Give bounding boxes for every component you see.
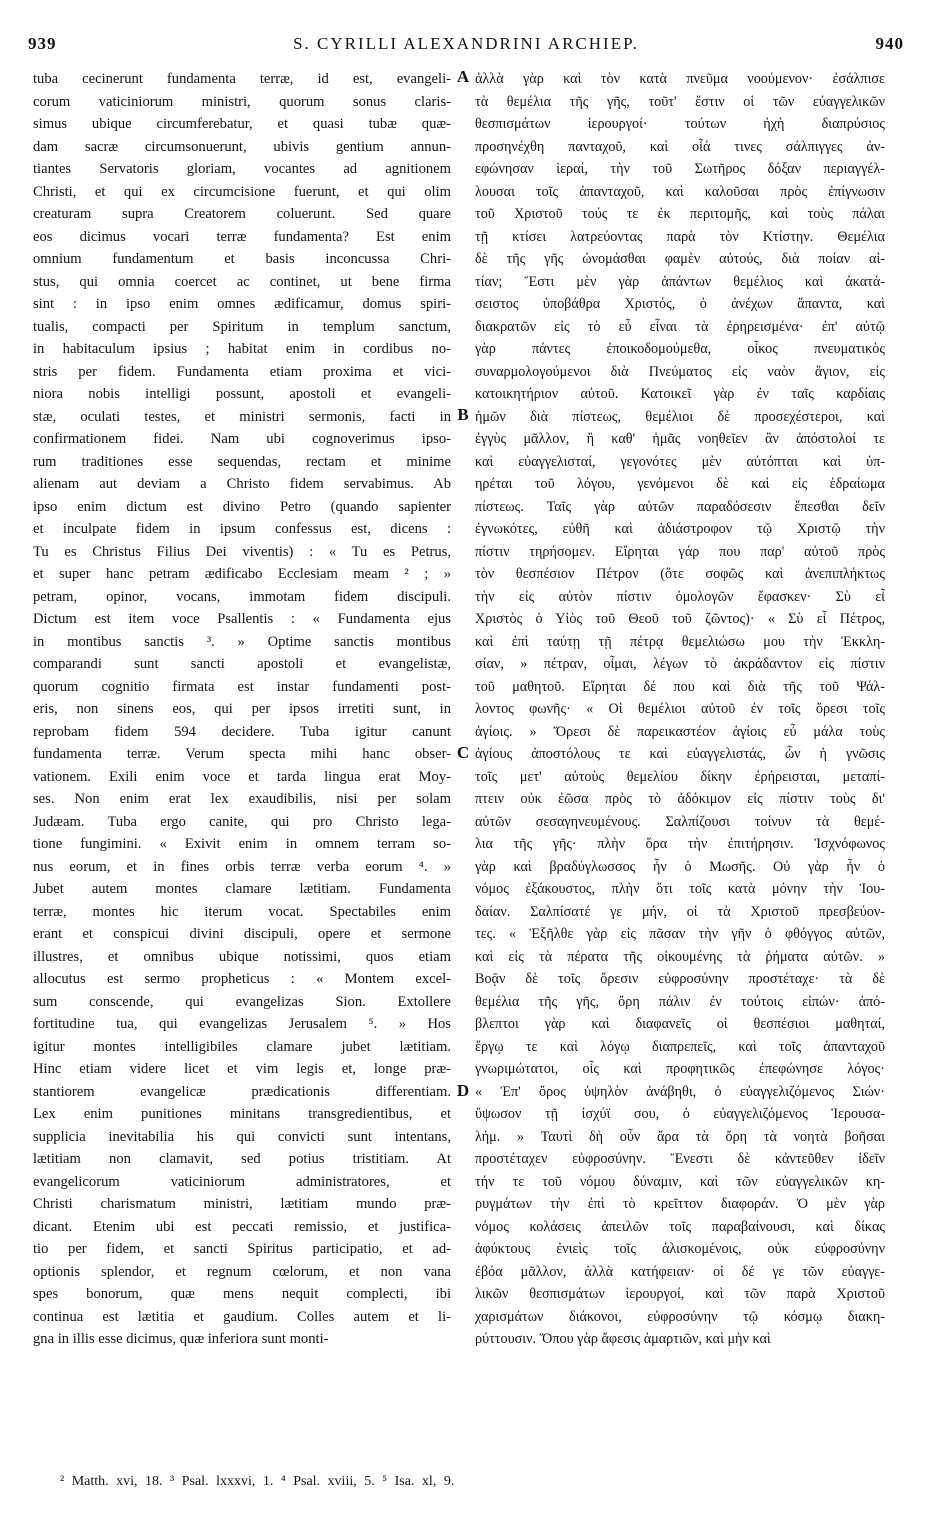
latin-text-line: petram, opinor, vocans, immotam fidem discipuli. — [33, 588, 451, 605]
latin-text-line: stris per fidem. Fundamenta etiam proxima et vici- — [33, 363, 451, 380]
greek-text-line: σειστος ὑποβάθρα Χριστός, ὁ ἀνέχων ἅπαντα, καὶ — [475, 296, 885, 312]
greek-text-line: θεμέλια τῆς γῆς, ὄρη πάλιν ἐν τούτοις εἰπών· ἀπό- — [475, 993, 885, 1010]
greek-text-line: γὰρ καὶ βραδύγλωσσος ἦν ὁ Μωσῆς. Οὐ γὰρ ἦν ὁ — [475, 858, 885, 875]
section-marker-d: D — [456, 1081, 470, 1100]
latin-text-line: dicant. Etenim ubi est peccati remissio, et justifica- — [33, 1218, 451, 1235]
latin-text-line: stæ, oculati testes, et ministri sermonis, facti in — [33, 408, 451, 425]
greek-text-line: ἡμῶν διὰ πίστεως, θεμέλιοι δὲ προσεχέστεροι, καὶ — [475, 408, 885, 425]
latin-text-line: Jubet autem montes clamare lætitiam. Fundamenta — [33, 881, 451, 897]
greek-text-line: ἁγίους ἀποστόλους τε καὶ εὐαγγελιστάς, ὧν ἡ γνῶσις — [475, 746, 885, 762]
latin-text-line: fortitudine tua, qui evangelizas Jerusalem ⁵. » Hos — [33, 1016, 451, 1032]
latin-text-line: supplicia inevitabilia his qui convicti sunt intentans, — [33, 1128, 451, 1145]
latin-text-line: Christi charismatum ministri, lætitiam mundo præ- — [33, 1196, 451, 1212]
latin-text-line: spes bonorum, quæ mens nequit complecti, ibi — [33, 1286, 451, 1302]
greek-text-line: χαρισμάτων διάκονοι, εὐφροσύνην τῷ κόσμῳ διακη- — [475, 1308, 885, 1325]
greek-text-line: ρυγμάτων τὴν ἐπὶ τὸ κρεῖττον διαφοράν. Ὁ μὲν γὰρ — [475, 1196, 885, 1212]
latin-text-line: tuba cecinerunt fundamenta terræ, id est, evangeli- — [33, 71, 451, 87]
greek-text-line: πίστιν τηρήσομεν. Εἴρηται γάρ που παρ' αὐτοῦ πρὸς — [475, 543, 885, 560]
latin-text-line: terræ, montes hic iterum vocat. Spectabiles enim — [33, 903, 451, 920]
latin-text-line: corum vaticiniorum ministri, quorum sonus claris- — [33, 93, 451, 110]
latin-text-line: tualis, compacti per Spiritum in templum sanctum, — [33, 318, 451, 335]
latin-text-line: alienam aut deviam a Christo fidem servabimus. Ab — [33, 476, 451, 492]
latin-text-line: gna in illis esse dicimus, quæ inferiora sunt monti- — [33, 1331, 329, 1347]
latin-text-line: tio per fidem, et sancti Spiritus participatio, et ad- — [33, 1241, 451, 1257]
latin-text-line: ses. Non enim erat lex exaudibilis, nisi per solam — [33, 791, 451, 807]
running-title: S. CYRILLI ALEXANDRINI ARCHIEP. — [293, 34, 639, 53]
latin-text-line: erant et conspicui divini discipuli, opere et sermone — [33, 926, 451, 942]
greek-text-line: ἁγίοις. » Ὄρεσι δὲ παρεικαστέον ἁγίοις εὖ μάλα τοὺς — [475, 723, 885, 740]
greek-text-line: ηρέται τοῦ λόγου, γενόμενοι δὲ καὶ εἰς ἑδραίωμα — [475, 476, 885, 492]
latin-text-line: illustres, et omnibus ubique notissimi, quos etiam — [33, 948, 451, 965]
greek-text-line: δαίαν. Σαλπίσατέ γε μήν, οἱ τὰ Χριστοῦ πρεσβεύον- — [475, 903, 885, 920]
greek-text-line: πίστεως. Ταῖς γὰρ αὐτῶν παραδόσεσιν ἕπεσθαι δεῖν — [475, 498, 885, 515]
greek-text-line: ἀλλὰ γὰρ καὶ τὸν κατὰ πνεῦμα νοούμενον· ἐσάλπισε — [475, 71, 885, 87]
greek-text-line: ἀφύκτους ἐνιεὶς τοῖς ἁλισκομένοις, οὐκ εὐφροσύνην — [475, 1241, 885, 1257]
latin-text-line: allocutus est sermo propheticus : « Montem excel- — [33, 971, 451, 987]
greek-text-line: γνωριμώτατοι, οἷς καὶ προφητικῶς ἐπεφώνησε λόγος· — [475, 1061, 885, 1077]
latin-text-line: Hinc etiam videre licet et vim legis et, longe præ- — [33, 1061, 451, 1077]
greek-text-line: λικῶν θεσπισμάτων ἱερουργοί, καὶ τῶν παρὰ Χριστοῦ — [475, 1286, 885, 1302]
section-marker-b: B — [457, 405, 469, 424]
greek-text-line: διακρατῶν εἰς τὸ εὖ εἶναι τὰ ἐρηρεισμένα· ἐπ' αὐτῷ — [475, 318, 885, 335]
latin-column — [33, 68, 451, 1351]
latin-text-line: niora nobis intelligi possunt, apostoli et evangeli- — [33, 386, 451, 402]
greek-text-line: τήν τε τοῦ νόμου δύναμιν, καὶ τῶν εὐαγγελικῶν κη- — [475, 1173, 885, 1190]
page-number-right: 940 — [875, 34, 904, 53]
greek-text-line: λουσαι τοῖς ἁπανταχοῦ, καὶ καλοῦσαι πρὸς ἐπίγνωσιν — [475, 183, 885, 200]
latin-text-line: et super hanc petram ædificabo Ecclesiam meam ² ; » — [33, 566, 451, 582]
greek-text-line: « Ἐπ' ὄρος ὑψηλὸν ἀνάβηθι, ὁ εὐαγγελιζόμενος Σιών· — [475, 1083, 885, 1100]
latin-text-line: Lex enim punitiones minitans transgredientibus, et — [33, 1106, 451, 1122]
greek-text-line: προστέταχεν εὐφροσύνην. Ἔνεστι δὲ κἀντεῦθεν ἰδεῖν — [475, 1151, 885, 1167]
footnotes: ² Matth. xvi, 18. ³ Psal. lxxxvi, 1. ⁴ Psal. xviii, 5. ⁵ Isa. xl, 9. — [60, 1474, 455, 1489]
latin-text-line: tione fungimini. « Exivit enim in omnem terram so- — [33, 836, 451, 852]
greek-text-line: τὸν θεσπέσιον Πέτρον (ὅτε σοφῶς καὶ ἀνεπιπλήκτως — [475, 566, 885, 582]
greek-text-line: κατοικητήριον αὐτοῦ. Κατοικεῖ γὰρ ἐν ταῖς καρδίαις — [475, 386, 885, 402]
latin-text-line: fundamenta terræ. Verum specta mihi hanc obser- — [33, 746, 451, 762]
latin-text-line: lætitiam non clamavit, sed potius tristitiam. At — [33, 1151, 451, 1167]
latin-text-line: evangelicorum vaticiniorum administratores, et — [33, 1173, 451, 1190]
latin-text-line: igitur montes intelligibiles clamare jubet lætitiam. — [33, 1038, 451, 1055]
page-number-left: 939 — [28, 34, 57, 53]
latin-text-line: in montibus sanctis ³. » Optime sanctis montibus — [33, 633, 451, 650]
greek-text-line: τίαν; Ἔστι μὲν γὰρ ἁπάντων θεμέλιος καὶ ἀκατά- — [475, 273, 885, 290]
greek-text-line: ἐβόα μᾶλλον, ἀλλὰ κατήφειαν· οἱ δέ γε τῶν εὐαγγε- — [475, 1263, 885, 1280]
latin-text-line: vationem. Exili enim voce et tarda lingua erat Moy- — [33, 768, 451, 785]
greek-text-line: λια τῆς γῆς· πλὴν ὅρα τὴν ἐπιτήρησιν. Ἰσχνόφωνος — [475, 836, 885, 852]
latin-text-line: Tu es Christus Filius Dei viventis) : « Tu es Petrus, — [33, 543, 451, 560]
greek-text-line: καὶ εὐαγγελισταί, γεγονότες μὲν αὐτόπται καὶ ὑπ- — [475, 453, 885, 470]
latin-text-line: optionis splendor, et regnum cœlorum, et non vana — [33, 1263, 451, 1280]
greek-text-line: τὴν εἰς αὐτὸν πίστιν ὁμολογῶν ἔφασκεν· Σὺ εἶ — [475, 588, 885, 605]
latin-text-line: et inculpate fidem in ipsum confessus est, dicens : — [33, 521, 451, 537]
greek-text-line: εφώνησαν ἱεραί, τὴν τοῦ Σωτῆρος δόξαν περιαγγέλ- — [475, 161, 885, 177]
greek-text-line: νόμος κολάσεις ἀπειλῶν τοῖς παραβαίνουσι, καὶ δίκας — [475, 1218, 885, 1235]
greek-text-line: ρύττουσιν. Ὅπου γὰρ ἄφεσις ἁμαρτιῶν, καὶ μὴν καὶ — [475, 1331, 771, 1347]
latin-text-line: in habitaculum ipsius ; habitat enim in cordibus no- — [33, 341, 451, 357]
latin-text-line: tiantes Servatoris gloriam, vocantes ad agnitionem — [33, 161, 451, 177]
latin-text-line: eris, non sinens eos, qui per ipsos irretiti sunt, in — [33, 701, 451, 717]
latin-text-line: simus ubique circumferebatur, et quasi tubæ quæ- — [33, 116, 451, 132]
greek-text-line: συναρμολογούμενοι διὰ Πνεύματος εἰς ναὸν ἅγιον, εἰς — [475, 363, 885, 380]
latin-text-line: Dictum est item voce Psallentis : « Fundamenta ejus — [33, 611, 451, 627]
latin-text-line: continua est lætitia et gaudium. Colles autem et li- — [33, 1308, 451, 1325]
latin-text-line: sum conscende, qui evangelizas Sion. Extollere — [33, 993, 451, 1010]
latin-text-line: confirmationem fidei. Nam ubi cognoverimus ipso- — [33, 431, 451, 447]
greek-text-line: προσηνέχθη πανταχοῦ, καὶ οἷά τινες σάλπιγγες ἀν- — [475, 138, 885, 155]
greek-text-line: ὕψωσον τῇ ἰσχύϊ σου, ὁ εὐαγγελιζόμενος Ἱερουσα- — [475, 1106, 885, 1122]
latin-text-line: eos dicimus vocari terræ fundamenta? Est enim — [33, 228, 451, 245]
latin-text-line: stantiorem evangelicæ prædicationis differentiam. — [33, 1083, 451, 1100]
latin-text-line: nus eorum, et in fines orbis terræ verba eorum ⁴. » — [33, 858, 451, 875]
greek-text-line: τοῖς μετ' αὐτοὺς θεμελίου δίκην ἐρήρεισται, μεταπί- — [475, 768, 885, 785]
greek-text-line: τες. « Ἐξῆλθε γὰρ εἰς πᾶσαν τὴν γῆν ὁ φθόγγος αὐτῶν, — [475, 926, 885, 942]
greek-text-line: τοῦ Χριστοῦ τούς τε ἐκ περιτομῆς, καὶ τοὺς πάλαι — [475, 206, 885, 222]
greek-text-line: καὶ ἐπὶ ταύτῃ τῇ πέτρᾳ θεμελιώσω μου τὴν Ἐκκλη- — [475, 633, 885, 650]
page-header — [28, 34, 904, 58]
greek-column — [475, 68, 885, 1351]
greek-text-line: σίαν, » πέτραν, οἶμαι, λέγων τὸ ἀκράδαντον εἰς πίστιν — [475, 656, 885, 672]
latin-text-line: dam sacræ circumsonuerunt, ubivis gentium annun- — [33, 138, 451, 155]
greek-text-line: θεσπισμάτων ἱερουργοί· τούτων ἠχὴ διαπρύσιος — [475, 116, 885, 132]
greek-text-line: ἔργῳ τε καὶ λόγῳ διαπρεπεῖς, καὶ τοῖς ἁπανταχοῦ — [475, 1038, 885, 1055]
greek-text-line: Χριστὸς ὁ Υἱὸς τοῦ Θεοῦ τοῦ ζῶντος)· « Σὺ εἶ Πέτρος, — [475, 611, 885, 627]
greek-text-line: γὰρ πάντες ἐποικοδομούμεθα, οἶκος πνευματικὸς — [475, 341, 885, 357]
greek-text-line: τῇ κτίσει λατρεύοντας παρὰ τὸν Κτίστην. Θεμέλια — [475, 228, 885, 245]
latin-text-line: stus, qui omnia coercet ac continet, ut bene firma — [33, 273, 451, 290]
latin-text-line: Judæam. Tuba ergo canite, qui pro Christo lega- — [33, 813, 451, 830]
greek-text-line: βλεπτοι γὰρ καὶ διαφανεῖς οἱ θεσπέσιοι μαθηταί, — [475, 1016, 885, 1032]
latin-text-line: Christi, et qui ex circumcisione fuerunt, et qui olim — [33, 183, 451, 200]
latin-text-line: creaturam supra Creatorem coluerunt. Sed quare — [33, 206, 451, 222]
greek-text-line: ἐγγὺς μᾶλλον, ἢ καθ' ἡμᾶς νοηθεῖεν ἂν ἀπόστολοί τε — [475, 431, 885, 447]
latin-text-line: rum traditiones esse sequendas, rectam et minime — [33, 453, 451, 470]
greek-text-line: αὐτῶν σεσαγηνευμένους. Σαλπίζουσι τοίνυν τὰ θεμέ- — [475, 813, 885, 830]
latin-text-line: quorum cognitio firmata est instar fundamenti post- — [33, 678, 451, 695]
greek-text-line: τοῦ μαθητοῦ. Εἴρηται δέ που καὶ διὰ τῆς τοῦ Ψάλ- — [475, 678, 885, 695]
greek-text-line: πτειν οὐκ ἐῶσα πρὸς τὸ ἀδόκιμον εἰς πίστιν τοὺς δι' — [475, 791, 885, 807]
greek-text-line: δὲ τῆς γῆς ὠνομάσθαι φαμὲν αὐτούς, διὰ ποίαν αἰ- — [475, 251, 885, 267]
section-marker-c: C — [456, 743, 470, 762]
section-marker-a: A — [456, 67, 470, 86]
greek-text-line: τὰ θεμέλια τῆς γῆς, τοῦτ' ἔστιν οἱ τῶν εὐαγγελικῶν — [475, 93, 885, 110]
greek-text-line: Βοᾷν δὲ τοῖς ὄρεσιν εὐφροσύνην προστέταχε· τὰ δὲ — [475, 971, 885, 987]
greek-text-line: νόμος ἐξάκουστος, πλὴν ὅτι τοῖς κατὰ μόνην τὴν Ἰου- — [475, 881, 885, 897]
greek-text-line: λήμ. » Ταυτὶ δὴ οὖν ἄρα τὰ ὄρη τὰ νοητὰ βοῆσαι — [475, 1128, 885, 1145]
greek-text-line: ἐγνωκότες, εὐθῆ καὶ ἀδιάστροφον τῷ Χριστῷ τὴν — [475, 521, 885, 537]
latin-text-line: reprobam fidem 594 decidere. Tuba igitur canunt — [33, 723, 451, 740]
greek-text-line: καὶ εἰς τὰ πέρατα τῆς οἰκουμένης τὰ ῥήματα αὐτῶν. » — [475, 948, 885, 965]
latin-text-line: sint : in ipso enim omnes ædificamur, domus spiri- — [33, 296, 451, 312]
latin-text-line: omnium fundamentum et basis inconcussa Chri- — [33, 251, 451, 267]
greek-text-line: λοντος φωνῆς· « Οἱ θεμέλιοι αὐτοῦ ἐν τοῖς ὄρεσι τοῖς — [475, 701, 885, 717]
latin-text-line: comparandi sunt sancti apostoli et evangelistæ, — [33, 656, 451, 672]
latin-text-line: ipso enim dictum est divino Petro (quando sapienter — [33, 498, 451, 515]
